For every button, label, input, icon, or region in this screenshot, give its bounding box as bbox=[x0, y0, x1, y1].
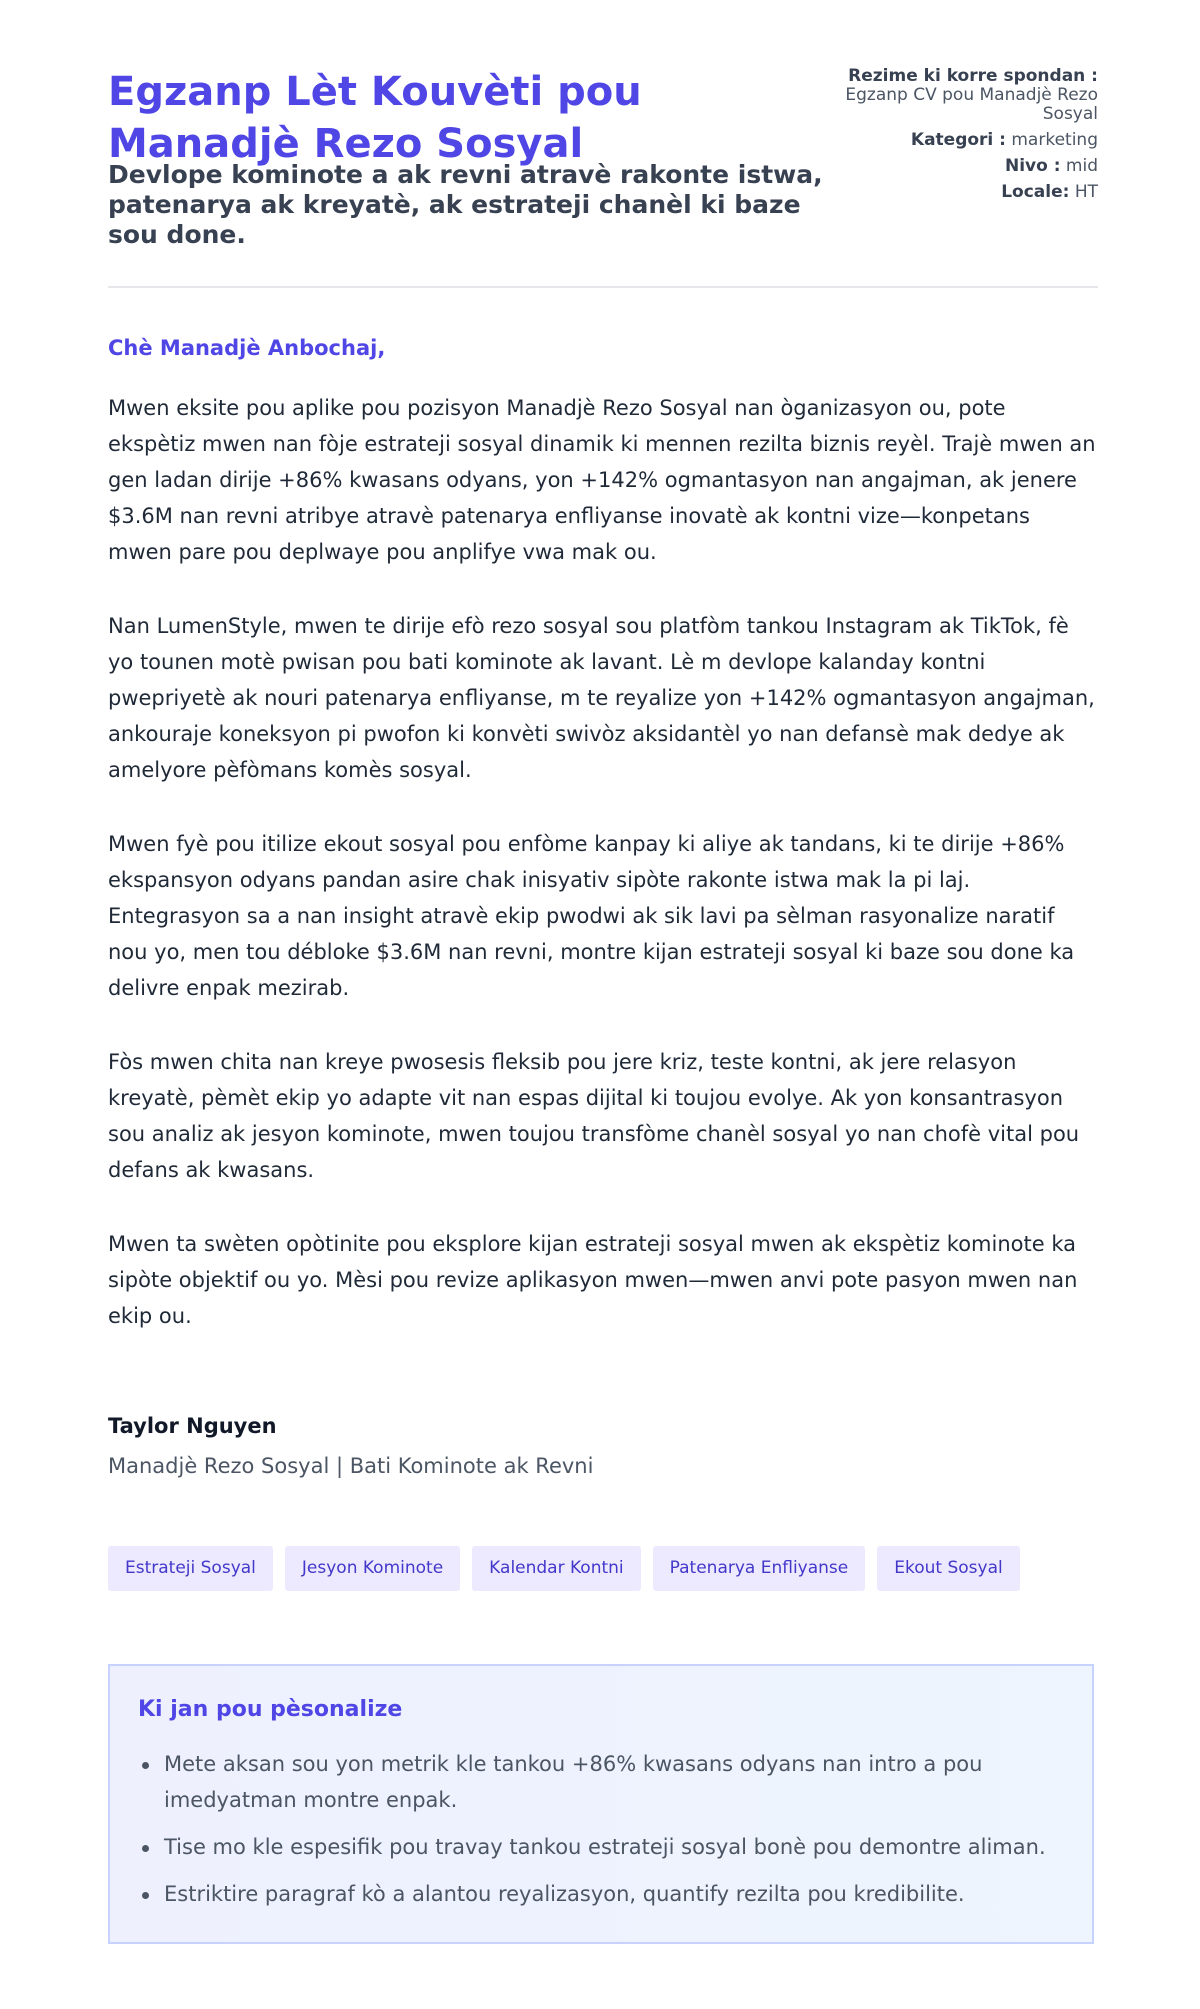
meta-locale-label: Locale: bbox=[1001, 182, 1070, 202]
skill-tags bbox=[108, 1546, 1020, 1591]
meta-level bbox=[818, 157, 1098, 176]
letter-paragraph: Mwen eksite pou aplike pou pozisyon Manadjè Rezo Sosyal nan òganizasyon ou, pote ekspètiz mwen nan fòje estrateji sosyal dinamik ki mennen rezilta biznis reyèl. Trajè mwen an gen ladan dirije +86% kwasans odyans, yon +142% ogmantasyon nan angajman, ak jenere $3.6M nan revni atribye atravè patenarya enfliyanse inovatè ak kontni vize—konpetans mwen pare pou deplwaye pou anplifye vwa mak ou. bbox=[108, 396, 1096, 564]
skill-tag: Estrateji Sosyal bbox=[108, 1546, 273, 1591]
letter-body bbox=[108, 390, 1098, 1372]
letter-paragraph: Mwen fyè pou itilize ekout sosyal pou enfòme kanpay ki aliye ak tandans, ki te dirije +86% ekspansyon odyans pandan asire chak inisyativ sipòte rakonte istwa mak la pi laj. Entegrasyon sa a nan insight atravè ekip pwodwi ak sik lavi pa sèlman rasyonalize naratif nou yo, men tou débloke $3.6M nan revni, montre kijan estrateji sosyal ki baze sou done ka delivre enpak mezirab. bbox=[108, 832, 1075, 1000]
customization-tips-box bbox=[108, 1664, 1094, 1944]
tip-item: Mete aksan sou yon metrik kle tankou +86% kwasans odyans nan intro a pou imedyatman montre enpak. bbox=[164, 1746, 1064, 1818]
meta-resume-label: Rezime ki korre spondan : bbox=[848, 66, 1098, 86]
signature-block bbox=[108, 1412, 593, 1480]
meta-level-label: Nivo : bbox=[1004, 156, 1061, 176]
tip-item: Estriktire paragraf kò a alantou reyalizasyon, quantify rezilta pou kredibilite. bbox=[164, 1876, 1064, 1912]
signature-title: Manadjè Rezo Sosyal | Bati Kominote ak Revni bbox=[108, 1454, 594, 1478]
skill-tag: Ekout Sosyal bbox=[877, 1546, 1019, 1591]
tips-list bbox=[138, 1746, 1064, 1912]
meta-resume bbox=[818, 67, 1098, 124]
letter-paragraph: Nan LumenStyle, mwen te dirije efò rezo sosyal sou platfòm tankou Instagram ak TikTok, fè yo tounen motè pwisan pou bati kominote ak lavant. Lè m devlope kalanday kontni pwepriyetè ak nouri patenarya enfliyanse, m te reyalize yon +142% ogmantasyon angajman, ankouraje koneksyon pi pwofon ki konvèti swivòz aksidantèl yo nan defansè mak dedye ak amelyore pèfòmans komès sosyal. bbox=[108, 614, 1095, 782]
page-header bbox=[108, 0, 1098, 288]
tip-item: Tise mo kle espesifik pou travay tankou estrateji sosyal bonè pou demontre aliman. bbox=[164, 1829, 1064, 1865]
letter-paragraph: Mwen ta swèten opòtinite pou eksplore kijan estrateji sosyal mwen ak ekspètiz kominote ka sipòte objektif ou yo. Mèsi pou revize aplikasyon mwen—mwen anvi pote pasyon mwen nan ekip ou. bbox=[108, 1232, 1078, 1328]
page-subtitle: Devlope kominote a ak revni atravè rakonte istwa, patenarya ak kreyatè, ak estrateji chanèl ki baze sou done. bbox=[108, 160, 823, 249]
cover-letter-page bbox=[108, 0, 1098, 1906]
page-title: Egzanp Lèt Kouvèti pou Manadjè Rezo Sosyal bbox=[108, 69, 642, 167]
letter-greeting: Chè Manadjè Anbochaj, bbox=[108, 336, 386, 360]
skill-tag: Jesyon Kominote bbox=[285, 1546, 460, 1591]
letter-paragraph: Fòs mwen chita nan kreye pwosesis fleksib pou jere kriz, teste kontni, ak jere relasyon kreyatè, pèmèt ekip yo adapte vit nan espas dijital ki toujou evolye. Ak yon konsantrasyon sou analiz ak jesyon kominote, mwen toujou transfòme chanèl sosyal yo nan chofè vital pou defans ak kwasans. bbox=[108, 1050, 1080, 1182]
meta-panel bbox=[818, 67, 1098, 209]
skill-tag: Patenarya Enfliyanse bbox=[653, 1546, 866, 1591]
meta-category-label: Kategori : bbox=[910, 130, 1006, 150]
signature-name: Taylor Nguyen bbox=[108, 1414, 277, 1438]
meta-locale-value: HT bbox=[1074, 182, 1098, 202]
skill-tag: Kalendar Kontni bbox=[472, 1546, 640, 1591]
meta-level-value: mid bbox=[1065, 156, 1098, 176]
meta-category-value: marketing bbox=[1011, 130, 1098, 150]
meta-category bbox=[818, 131, 1098, 150]
meta-locale bbox=[818, 183, 1098, 202]
tips-title: Ki jan pou pèsonalize bbox=[138, 1697, 403, 1722]
meta-resume-link[interactable]: Egzanp CV pou Manadjè Rezo Sosyal bbox=[845, 85, 1098, 124]
